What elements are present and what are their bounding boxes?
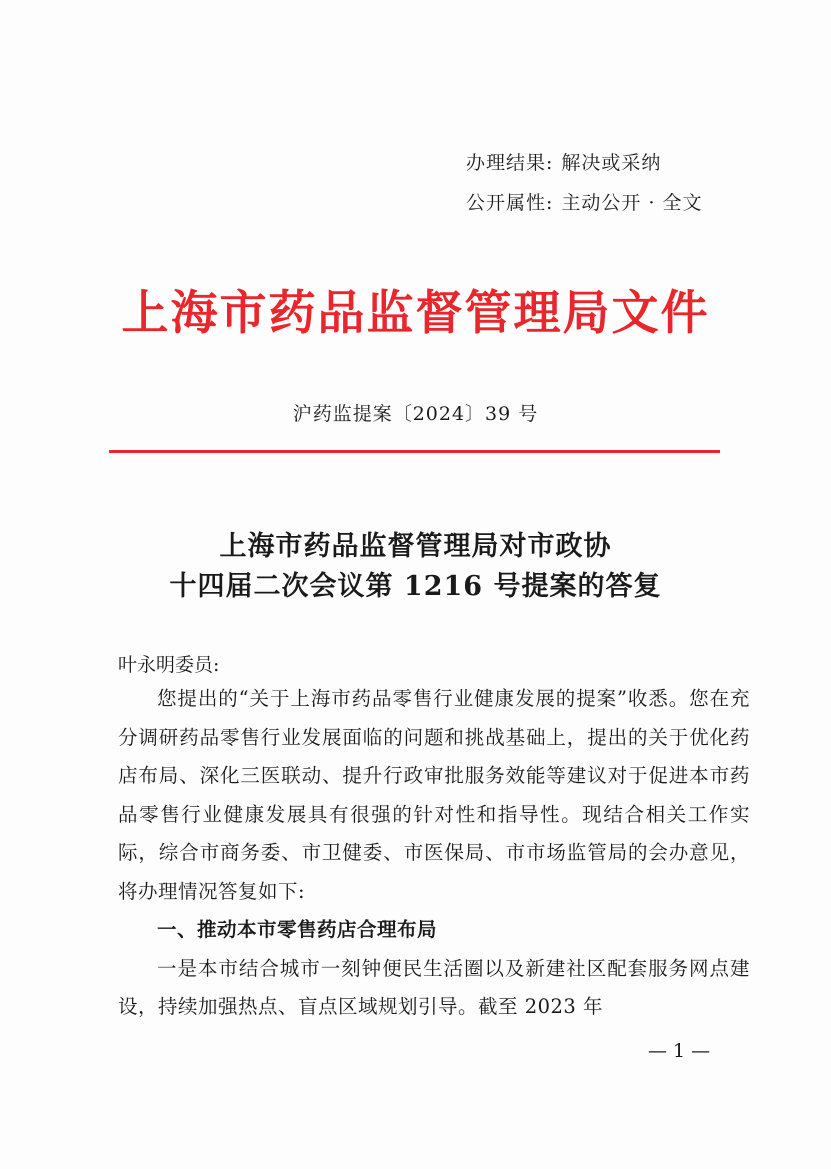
disclosure-attribute — [466, 188, 703, 215]
body-paragraph-2: 一是本市结合城市一刻钟便民生活圈以及新建社区配套服务网点建设，持续加强热点、盲点区域规划引导。截至 2023 年 — [118, 956, 750, 1018]
document-body — [118, 680, 750, 1027]
document-number: 沪药监提案〔2024〕39 号 — [292, 403, 539, 425]
body-paragraph-1: 您提出的“关于上海市药品零售行业健康发展的提案”收悉。您在充分调研药品零售行业发展面临的问题和挑战基础上，提出的关于优化药店布局、深化三医联动、提升行政审批服务效能等建议对于促进本市药品零售行业健康发展具有很强的针对性和指导性。现结合相关工作实际，综合市商务委、市卫健委、市医保局、市市场监管局的会办意见，将办理情况答复如下: — [118, 687, 750, 903]
red-divider-line — [109, 450, 720, 453]
section-heading-1: 一、推动本市零售药店合理布局 — [157, 918, 438, 941]
processing-result-value: 解决或采纳 — [561, 152, 662, 174]
page-number: — 1 — — [648, 1040, 711, 1062]
disclosure-attribute-label: 公开属性: — [466, 192, 554, 214]
salutation: 叶永明委员: — [118, 654, 220, 676]
reply-title-line-1: 上海市药品监督管理局对市政协 — [219, 531, 612, 562]
reply-title-line-2: 十四届二次会议第 1216 号提案的答复 — [169, 571, 662, 602]
processing-result — [466, 148, 661, 175]
disclosure-attribute-value: 主动公开 · 全文 — [561, 192, 703, 214]
processing-result-label: 办理结果: — [466, 152, 554, 174]
agency-document-header: 上海市药品监督管理局文件 — [121, 286, 710, 341]
